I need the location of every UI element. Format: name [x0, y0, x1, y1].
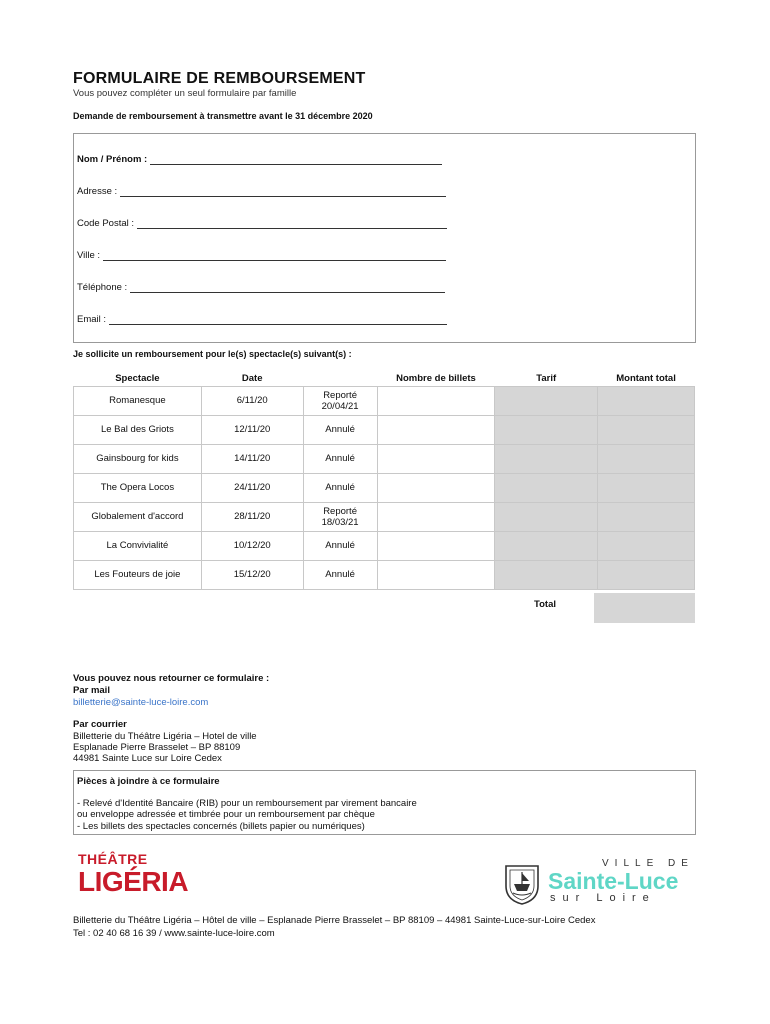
status-cell: Reporté 18/03/21: [303, 502, 377, 531]
sur-loire-text: sur Loire: [550, 892, 656, 904]
crest-icon: [500, 862, 544, 906]
header-status: [303, 372, 377, 386]
spectacle-cell: Gainsbourg for kids: [74, 444, 202, 473]
table-row: [74, 560, 695, 589]
theatre-ligeria-logo: [78, 852, 188, 896]
billets-input-cell[interactable]: [377, 444, 495, 473]
postal-label: Code Postal :: [77, 218, 135, 229]
spectacle-cell: The Opera Locos: [74, 473, 202, 502]
spectacle-cell: Romanesque: [74, 386, 202, 415]
billets-input-cell[interactable]: [377, 473, 495, 502]
status-cell: Reporté 20/04/21: [303, 386, 377, 415]
attachments-line-3: - Les billets des spectacles concernés (billets papier ou numériques): [77, 820, 365, 832]
attachments-line-2: ou enveloppe adressée et timbrée pour un remboursement par chèque: [77, 809, 375, 820]
montant-cell: [598, 386, 695, 415]
header-date: Date: [241, 373, 263, 385]
table-row: [74, 531, 695, 560]
name-field[interactable]: [77, 154, 442, 165]
return-heading: Vous pouvez nous retourner ce formulaire :: [73, 673, 270, 684]
spectacle-table: [73, 372, 695, 590]
mail-label: Par mail: [73, 685, 110, 696]
table-row: [74, 473, 695, 502]
address-label: Adresse :: [77, 186, 118, 197]
spectacle-cell: Globalement d'accord: [74, 502, 202, 531]
email-link[interactable]: billetterie@sainte-luce-loire.com: [73, 697, 209, 708]
post-line-3: 44981 Sainte Luce sur Loire Cedex: [73, 753, 222, 764]
name-line[interactable]: [150, 155, 442, 165]
montant-cell: [598, 531, 695, 560]
city-line[interactable]: [103, 251, 446, 261]
total-amount-cell: [594, 593, 695, 623]
status-cell: Annulé: [303, 473, 377, 502]
billets-input-cell[interactable]: [377, 502, 495, 531]
phone-label: Téléphone :: [77, 282, 128, 293]
city-label: Ville :: [77, 250, 101, 261]
montant-cell: [598, 560, 695, 589]
table-row: [74, 502, 695, 531]
footer: [73, 915, 595, 940]
address-line[interactable]: [120, 187, 446, 197]
total-label: Total: [534, 599, 556, 610]
phone-field[interactable]: [77, 282, 445, 293]
page-title: FORMULAIRE DE REMBOURSEMENT: [73, 70, 366, 87]
table-row: [74, 415, 695, 444]
ville-de-text: VILLE DE: [602, 858, 694, 869]
logo-theatre-word: THÉÂTRE: [78, 851, 148, 867]
date-cell: 24/11/20: [201, 473, 303, 502]
table-header-row: [74, 372, 695, 386]
spectacle-cell: Le Bal des Griots: [74, 415, 202, 444]
status-cell: Annulé: [303, 444, 377, 473]
contact-info-box: [73, 133, 696, 343]
attachments-heading: Pièces à joindre à ce formulaire: [77, 776, 220, 787]
header-tarif: Tarif: [536, 373, 557, 385]
tarif-cell: [495, 386, 598, 415]
attachments-box: [73, 770, 696, 835]
billets-input-cell[interactable]: [377, 560, 495, 589]
date-cell: 15/12/20: [201, 560, 303, 589]
header-billets: Nombre de billets: [396, 373, 476, 385]
spectacle-cell: La Convivialité: [74, 531, 202, 560]
email-field[interactable]: [77, 314, 447, 325]
montant-cell: [598, 444, 695, 473]
page-subtitle: Vous pouvez compléter un seul formulaire par famille: [73, 88, 297, 99]
header-spectacle: Spectacle: [115, 373, 160, 385]
post-line-2: Esplanade Pierre Brasselet – BP 88109: [73, 742, 241, 753]
date-cell: 28/11/20: [201, 502, 303, 531]
montant-cell: [598, 502, 695, 531]
postal-line[interactable]: [137, 219, 447, 229]
tarif-cell: [495, 560, 598, 589]
deadline-notice: Demande de remboursement à transmettre avant le 31 décembre 2020: [73, 111, 373, 121]
name-label: Nom / Prénom :: [77, 154, 148, 165]
date-cell: 14/11/20: [201, 444, 303, 473]
status-cell: Annulé: [303, 560, 377, 589]
header-montant: Montant total: [616, 373, 676, 385]
spectacle-cell: Les Fouteurs de joie: [74, 560, 202, 589]
email-label: Email :: [77, 314, 107, 325]
table-row: [74, 386, 695, 415]
logo-ligeria-word: LIGÉRIA: [78, 866, 189, 897]
post-label: Par courrier: [73, 719, 127, 730]
tarif-cell: [495, 415, 598, 444]
postal-field[interactable]: [77, 218, 447, 229]
email-line[interactable]: [109, 315, 447, 325]
billets-input-cell[interactable]: [377, 531, 495, 560]
date-cell: 12/11/20: [201, 415, 303, 444]
table-row: [74, 444, 695, 473]
request-text: Je sollicite un remboursement pour le(s) spectacle(s) suivant(s) :: [73, 349, 352, 359]
tarif-cell: [495, 531, 598, 560]
footer-line-1: Billetterie du Théâtre Ligéria – Hôtel de ville – Esplanade Pierre Brasselet – BP 88109 – 44981 Sainte-Luce-sur-Loire Cedex: [73, 915, 596, 926]
tarif-cell: [495, 473, 598, 502]
tarif-cell: [495, 444, 598, 473]
tarif-cell: [495, 502, 598, 531]
montant-cell: [598, 415, 695, 444]
date-cell: 10/12/20: [201, 531, 303, 560]
status-cell: Annulé: [303, 531, 377, 560]
date-cell: 6/11/20: [201, 386, 303, 415]
post-line-1: Billetterie du Théâtre Ligéria – Hotel de ville: [73, 731, 257, 742]
footer-line-2: Tel : 02 40 68 16 39 / www.sainte-luce-loire.com: [73, 927, 275, 939]
montant-cell: [598, 473, 695, 502]
billets-input-cell[interactable]: [377, 386, 495, 415]
sainte-luce-text: Sainte-Luce: [548, 868, 679, 894]
status-cell: Annulé: [303, 415, 377, 444]
phone-line[interactable]: [130, 283, 445, 293]
city-field[interactable]: [77, 250, 446, 261]
billets-input-cell[interactable]: [377, 415, 495, 444]
attachments-line-1: - Relevé d'Identité Bancaire (RIB) pour un remboursement par virement bancaire: [77, 797, 417, 809]
address-field[interactable]: [77, 186, 446, 197]
